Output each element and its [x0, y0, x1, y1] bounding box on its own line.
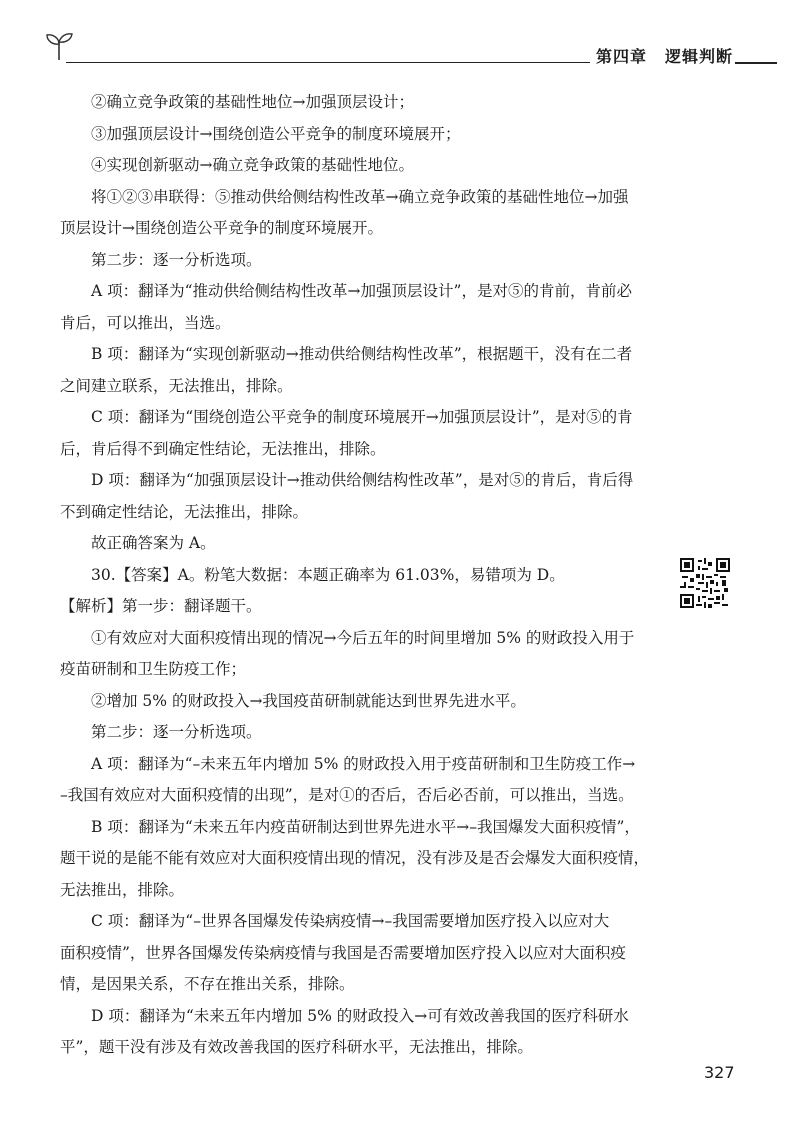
text-line: 面积疫情”，世界各国爆发传染病疫情与我国是否需要增加医疗投入以应对大面积疫: [60, 943, 626, 962]
text-line: 第二步：逐一分析选项。: [91, 250, 262, 269]
text-line: 肯后，可以推出，当选。: [60, 313, 231, 332]
answer-line: 30.【答案】A。粉笔大数据：本题正确率为 61.03%，易错项为 D。: [91, 565, 565, 584]
text-line: B 项：翻译为“未来五年内疫苗研制达到世界先进水平→–我国爆发大面积疫情”，: [91, 817, 640, 836]
page-body: [60, 87, 672, 1064]
qr-code-icon[interactable]: [680, 558, 730, 608]
header-title: [596, 44, 733, 67]
text-line: 不到确定性结论，无法推出，排除。: [60, 502, 309, 521]
text-line: ③加强顶层设计→围绕创造公平竞争的制度环境展开；: [91, 124, 461, 143]
text-line: 平”，题干没有涉及有效改善我国的医疗科研水平，无法推出，排除。: [60, 1038, 533, 1056]
text-line: C 项：翻译为“围绕创造公平竞争的制度环境展开→加强顶层设计”，是对⑤的肯: [91, 408, 633, 426]
text-line: 将①②③串联得：⑤推动供给侧结构性改革→确立竞争政策的基础性地位→加强: [91, 187, 629, 206]
text-line: B 项：翻译为“实现创新驱动→推动供给侧结构性改革”，根据题干，没有在二者: [91, 345, 633, 363]
text-line: 第二步：逐一分析选项。: [91, 723, 262, 741]
text-line: 顶层设计→围绕创造公平竞争的制度环境展开。: [60, 219, 383, 237]
text-line: A 项：翻译为“推动供给侧结构性改革→加强顶层设计”，是对⑤的肯前，肯前必: [91, 282, 632, 300]
text-line: ④实现创新驱动→确立竞争政策的基础性地位。: [91, 156, 414, 174]
text-line: ②增加 5% 的财政投入→我国疫苗研制就能达到世界先进水平。: [91, 691, 526, 710]
section-label: 逻辑判断: [665, 47, 734, 66]
text-line: D 项：翻译为“加强顶层设计→推动供给侧结构性改革”，是对⑤的肯后，肯后得: [91, 471, 634, 489]
text-line: ②确立竞争政策的基础性地位→加强顶层设计；: [91, 93, 414, 111]
text-line: A 项：翻译为“–未来五年内增加 5% 的财政投入用于疫苗研制和卫生防疫工作→: [91, 754, 636, 773]
header-rule-right: [735, 62, 777, 64]
text-line: 题干说的是能不能有效应对大面积疫情出现的情况，没有涉及是否会爆发大面积疫情，: [60, 849, 650, 867]
text-line: 无法推出，排除。: [60, 880, 185, 899]
page-header: [0, 0, 800, 80]
text-line: –我国有效应对大面积疫情的出现”，是对①的否后，否后必否前，可以推出，当选。: [60, 786, 634, 804]
text-line: C 项：翻译为“–世界各国爆发传染病疫情→–我国需要增加医疗投入以应对大: [91, 912, 610, 930]
chapter-label: 第四章: [596, 47, 648, 66]
text-line: 之间建立联系，无法推出，排除。: [60, 376, 293, 395]
text-line: 故正确答案为 A。: [91, 534, 216, 552]
text-line: 后，肯后得不到确定性结论，无法推出，排除。: [60, 439, 386, 458]
text-line: 疫苗研制和卫生防疫工作；: [60, 660, 247, 678]
analysis-heading: 【解析】第一步：翻译题干。: [60, 597, 262, 615]
page-number: 327: [704, 1063, 735, 1082]
sprout-icon: [44, 28, 74, 62]
text-line: D 项：翻译为“未来五年内增加 5% 的财政投入→可有效改善我国的医疗科研水: [91, 1006, 629, 1025]
text-line: ①有效应对大面积疫情出现的情况→今后五年的时间里增加 5% 的财政投入用于: [91, 628, 635, 647]
text-line: 情，是因果关系，不存在推出关系，排除。: [60, 975, 355, 993]
header-rule-left: [66, 62, 590, 63]
